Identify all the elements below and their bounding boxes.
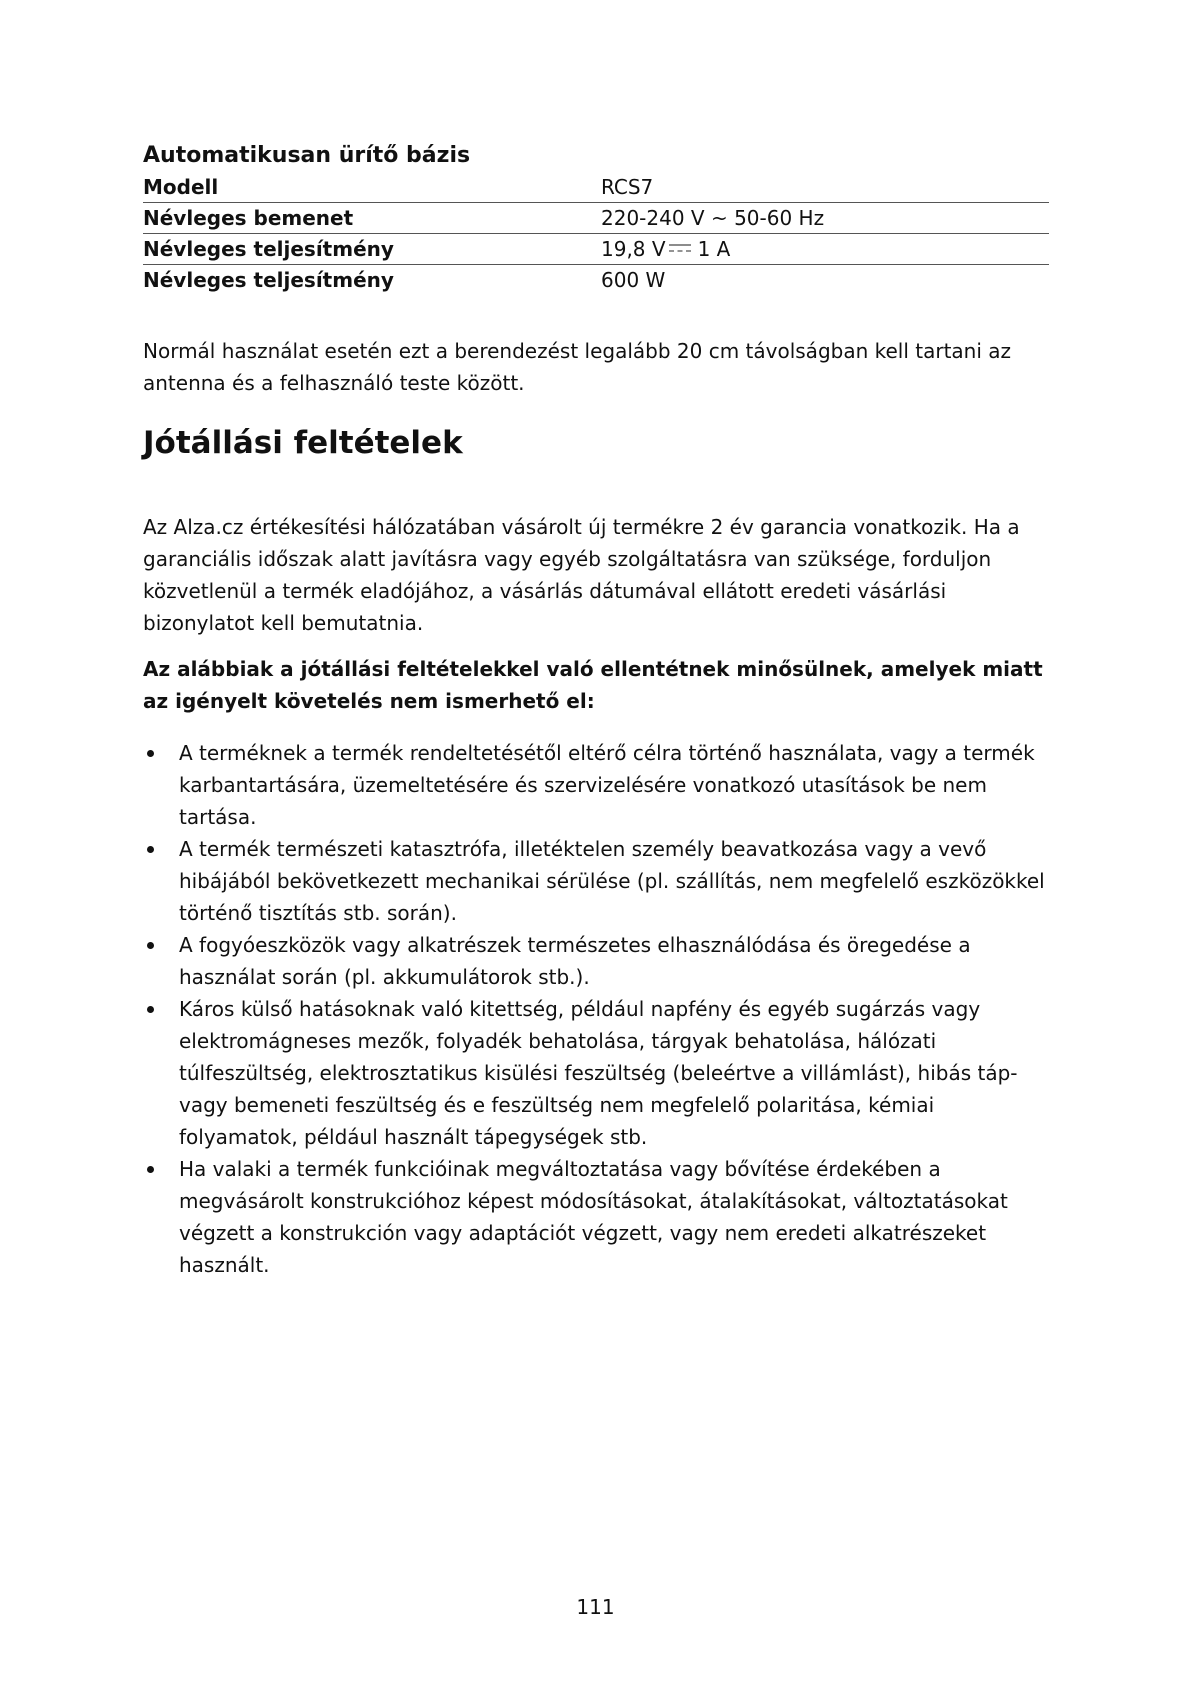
rf-exposure-note: Normál használat esetén ezt a berendezést legalább 20 cm távolságban kell tartani az antenna és a felhasználó teste között. [143,339,1012,395]
bullet-icon [147,846,154,853]
warranty-heading: Jótállási feltételek [143,425,463,461]
exclusions-title: Az alábbiak a jótállási feltételekkel való ellentétnek minősülnek, amelyek miatt az igényelt követelés nem ismerhető el: [143,657,1043,713]
document-page [143,140,1049,1281]
spec-row [143,265,1049,296]
exclusions-list [143,737,1049,1281]
spec-label: Névleges teljesítmény [143,268,394,292]
spec-label: Névleges teljesítmény [143,234,601,265]
dc-current-icon [668,243,692,253]
list-item [143,1153,1049,1281]
list-item [143,929,1049,993]
spec-value: 220-240 V ~ 50-60 Hz [601,203,1049,234]
list-item-text: A fogyóeszközök vagy alkatrészek természetes elhasználódása és öregedése a használat során (pl. akkumulátorok stb.). [179,933,971,989]
spec-row [143,172,1049,203]
bullet-icon [147,1166,154,1173]
list-item [143,993,1049,1153]
spec-label: Modell [143,172,601,203]
spec-row [143,234,1049,265]
list-item [143,737,1049,833]
list-item-text: Káros külső hatásoknak való kitettség, például napfény és egyéb sugárzás vagy elektromágneses mezők, folyadék behatolása, tárgyak behatolása, hálózati túlfeszültség, elektrosztatikus kisülési feszültség (beleértve a villámlást), hibás táp- vagy bemeneti feszültség és e feszültség nem megfelelő polaritása, kémiai folyamatok, például használt tápegységek stb. [179,997,1018,1149]
spec-value: 600 W [601,268,666,292]
list-item-text: A termék természeti katasztrófa, illetéktelen személy beavatkozása vagy a vevő hibájából bekövetkezett mechanikai sérülése (pl. szállítás, nem megfelelő eszközökkel történő tisztítás stb. során). [179,837,1045,925]
list-item [143,833,1049,929]
page-number: 111 [576,1595,615,1619]
spec-row [143,203,1049,234]
bullet-icon [147,942,154,949]
list-item-text: Ha valaki a termék funkcióinak megváltoztatása vagy bővítése érdekében a megvásárolt konstrukcióhoz képest módosításokat, átalakításokat, változtatásokat végzett a konstrukción vagy adaptációt végzett, vagy nem eredeti alkatrészeket használt. [179,1157,1008,1277]
spec-table [143,172,1049,295]
spec-unit: 1 A [697,237,731,261]
spec-title: Automatikusan ürítő bázis [143,143,471,168]
spec-label: Névleges bemenet [143,203,601,234]
spec-value: 19,8 V [601,237,666,261]
bullet-icon [147,1006,154,1013]
spec-value-cell [601,234,1049,265]
warranty-intro: Az Alza.cz értékesítési hálózatában vásárolt új termékre 2 év garancia vonatkozik. Ha a garanciális időszak alatt javításra vagy egyéb szolgáltatásra van szüksége, forduljon közvetlenül a termék eladójához, a vásárlás dátumával ellátott eredeti vásárlási bizonylatot kell bemutatnia. [143,515,1020,635]
spec-value: RCS7 [601,172,1049,203]
list-item-text: A terméknek a termék rendeltetésétől eltérő célra történő használata, vagy a termék karbantartására, üzemeltetésére és szervizelésére vonatkozó utasítások be nem tartása. [179,741,1035,829]
bullet-icon [147,750,154,757]
